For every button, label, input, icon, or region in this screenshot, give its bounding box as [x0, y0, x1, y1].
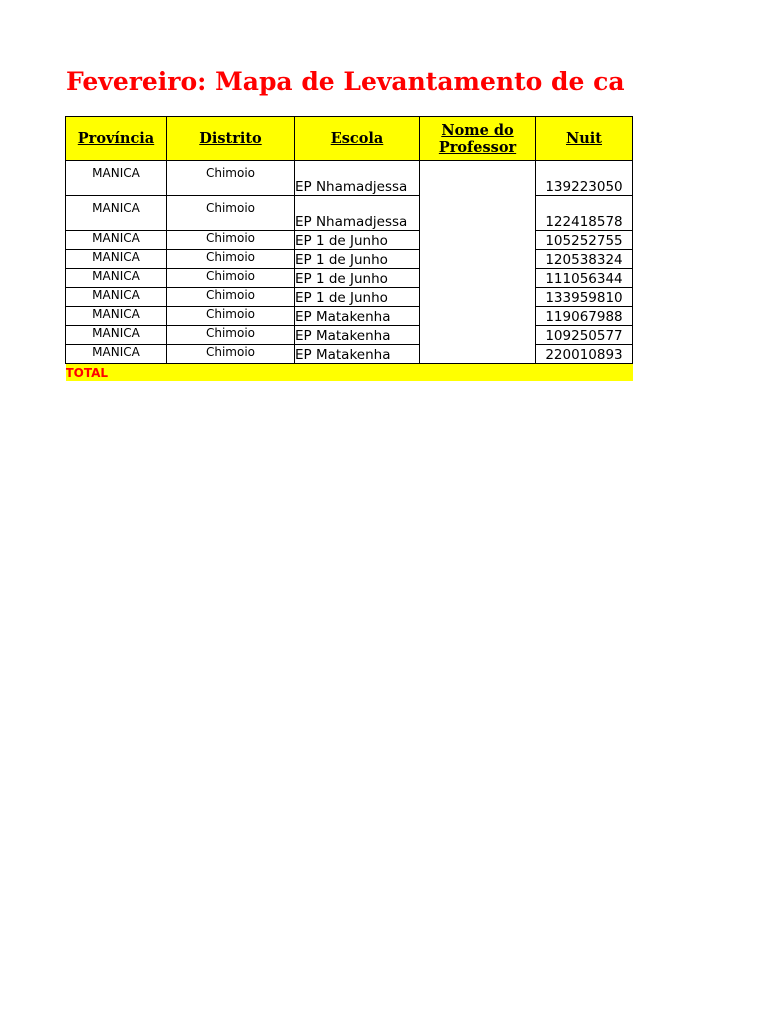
cell-nome-professor [420, 161, 536, 364]
cell-distrito: Chimoio [167, 196, 295, 231]
cell-nuit: 119067988 [536, 307, 633, 326]
cell-escola: EP 1 de Junho [295, 231, 420, 250]
total-label: TOTAL [66, 364, 167, 382]
cell-provincia: MANICA [66, 161, 167, 196]
cell-escola: EP Nhamadjessa [295, 196, 420, 231]
cell-escola: EP Matakenha [295, 326, 420, 345]
table-body [66, 161, 633, 364]
total-cell [167, 364, 295, 382]
table-row [66, 250, 633, 269]
cell-provincia: MANICA [66, 269, 167, 288]
sheet-title: Fevereiro: Mapa de Levantamento de ca [66, 67, 625, 96]
cell-distrito: Chimoio [167, 231, 295, 250]
cell-distrito: Chimoio [167, 161, 295, 196]
cell-nuit: 220010893 [536, 345, 633, 364]
cell-distrito: Chimoio [167, 345, 295, 364]
cell-nuit: 122418578 [536, 196, 633, 231]
cell-provincia: MANICA [66, 288, 167, 307]
total-cell [295, 364, 420, 382]
header-nuit: Nuit [536, 117, 633, 161]
cell-nuit: 109250577 [536, 326, 633, 345]
cell-provincia: MANICA [66, 326, 167, 345]
cell-provincia: MANICA [66, 231, 167, 250]
cell-nuit: 111056344 [536, 269, 633, 288]
table-row [66, 307, 633, 326]
cell-escola: EP 1 de Junho [295, 269, 420, 288]
cell-distrito: Chimoio [167, 250, 295, 269]
cell-provincia: MANICA [66, 307, 167, 326]
header-provincia: Província [66, 117, 167, 161]
cell-nuit: 105252755 [536, 231, 633, 250]
cell-nuit: 139223050 [536, 161, 633, 196]
cell-escola: EP 1 de Junho [295, 288, 420, 307]
cell-provincia: MANICA [66, 196, 167, 231]
cell-distrito: Chimoio [167, 269, 295, 288]
table-row [66, 345, 633, 364]
total-row [66, 364, 633, 382]
total-cell [536, 364, 633, 382]
teacher-table [65, 116, 633, 381]
table-row [66, 231, 633, 250]
table-row [66, 269, 633, 288]
table-row [66, 161, 633, 196]
cell-nuit: 133959810 [536, 288, 633, 307]
cell-provincia: MANICA [66, 250, 167, 269]
cell-escola: EP Nhamadjessa [295, 161, 420, 196]
cell-escola: EP Matakenha [295, 307, 420, 326]
cell-escola: EP Matakenha [295, 345, 420, 364]
header-escola: Escola [295, 117, 420, 161]
header-nome-professor: Nome do Professor [420, 117, 536, 161]
cell-escola: EP 1 de Junho [295, 250, 420, 269]
table-row [66, 196, 633, 231]
cell-distrito: Chimoio [167, 307, 295, 326]
total-cell [420, 364, 536, 382]
cell-distrito: Chimoio [167, 326, 295, 345]
table-row [66, 326, 633, 345]
cell-nuit: 120538324 [536, 250, 633, 269]
header-distrito: Distrito [167, 117, 295, 161]
cell-provincia: MANICA [66, 345, 167, 364]
header-row [66, 117, 633, 161]
table-row [66, 288, 633, 307]
cell-distrito: Chimoio [167, 288, 295, 307]
